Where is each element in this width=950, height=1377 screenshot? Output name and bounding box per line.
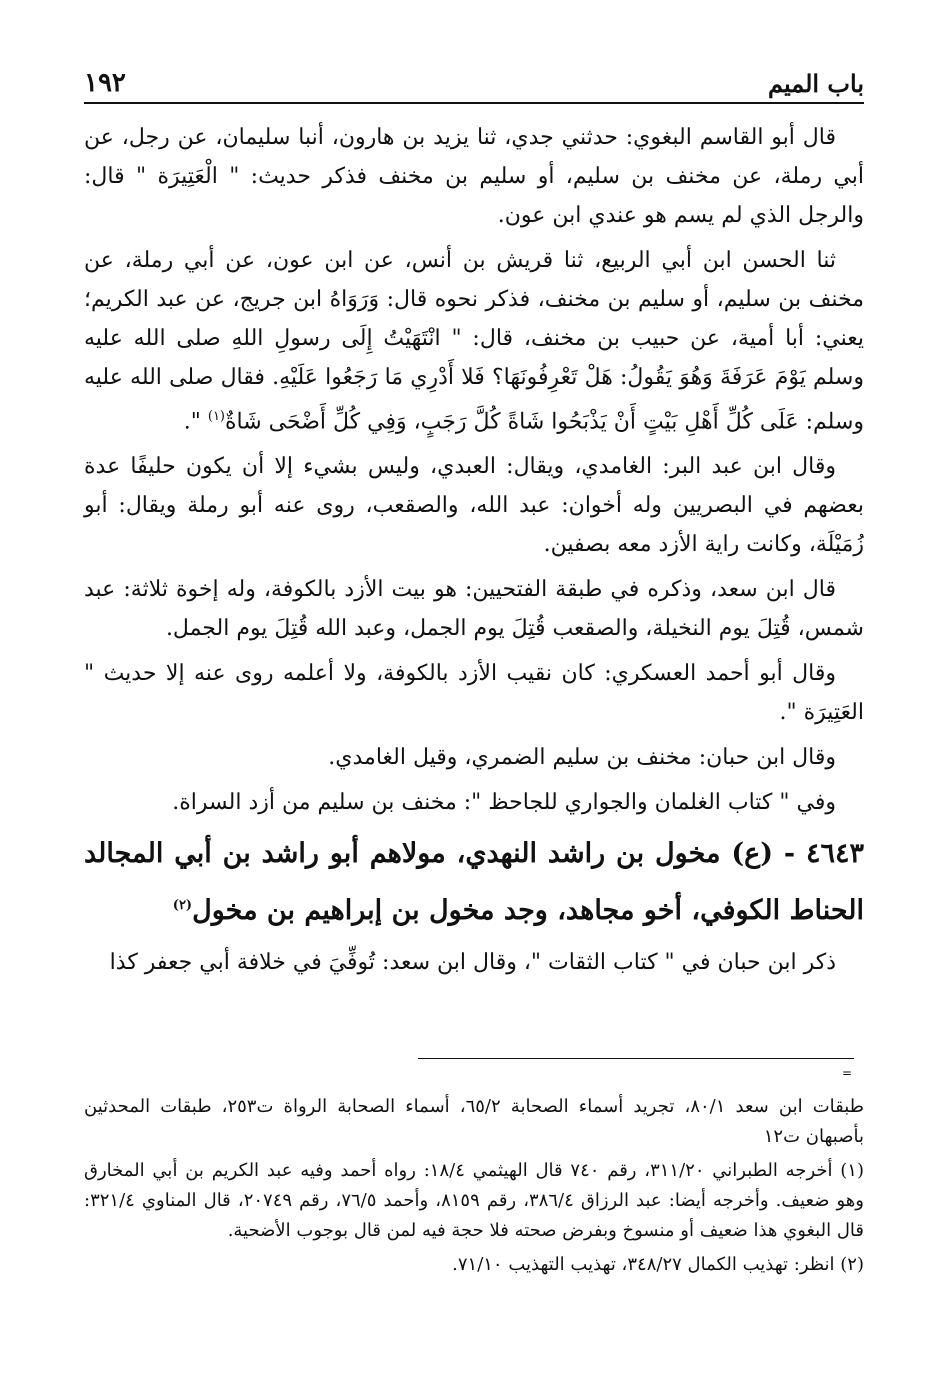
entry-heading — [84, 828, 864, 937]
paragraph-jahiz: وفي " كتاب الغلمان والجواري للجاحظ ": مخنف بن سليم من أزد السراة. — [172, 790, 836, 816]
entry-title: ٤٦٤٣ - (ع) مخول بن راشد النهدي، مولاهم أبو راشد بن أبي المجالد الحناط الكوفي، أخو مجاهد، وجد مخول بن إبراهيم بن مخول — [84, 838, 864, 927]
paragraph-askari: وقال أبو أحمد العسكري: كان نقيب الأزد بالكوفة، ولا أعلمه روى عنه إلا حديث " العَتِيرَة ". — [84, 661, 864, 726]
footnotes — [84, 1092, 864, 1284]
paragraph-hadith — [84, 241, 864, 441]
paragraph-ibn-hibban: وقال ابن حبان: مخنف بن سليم الضمري، وقيل الغامدي. — [328, 745, 836, 771]
main-text — [84, 118, 864, 988]
footnote-1: (١) أخرجه الطبراني ٣١١/٢٠، رقم ٧٤٠ قال الهيثمي ١٨/٤: رواه أحمد وفيه عبد الكريم بن أبي المخارق وهو ضعيف. وأخرجه أيضا: عبد الرزاق ٣٨٦/٤، رقم ٨١٥٩، وأحمد ٧٦/٥، رقم ٢٠٧٤٩، قال المناوي ٣٢١/٤: قال البغوي هذا ضعيف أو منسوخ وبفرض صحته فلا حجة فيه لمن قال بوجوب الأضحية. — [84, 1160, 864, 1241]
chapter-title: باب الميم — [767, 69, 864, 98]
page-header — [84, 66, 864, 104]
footnote-continued: طبقات ابن سعد ٨٠/١، تجريد أسماء الصحابة ٦٥/٢، أسماء الصحابة الرواة ت٢٥٣، طبقات المحدثين بأصبهان ت١٢ — [84, 1096, 864, 1147]
paragraph-ibn-saad: قال ابن سعد، وذكره في طبقة الفتحيين: هو بيت الأزد بالكوفة، وله إخوة ثلاثة: عبد شمس، قُتِلَ يوم النخيلة، والصقعب قُتِلَ يوم الجمل، وعبد الله قُتِلَ يوم الجمل. — [84, 577, 864, 642]
footnote-ref-2[interactable]: (٢) — [172, 898, 193, 914]
page-number: ١٩٢ — [84, 68, 126, 98]
footnote-ref-1[interactable]: (١) — [207, 409, 225, 424]
paragraph-baghawi: قال أبو القاسم البغوي: حدثني جدي، ثنا يزيد بن هارون، أنبا سليمان، عن رجل، عن أبي رملة، عن مخنف بن سليم، أو سليم بن مخنف فذكر حديث: " الْعَتِيرَة " قال: والرجل الذي لم يسم هو عندي ابن عون. — [84, 125, 864, 228]
hadith-text: ثنا الحسن ابن أبي الربيع، ثنا قريش بن أنس، عن ابن عون، عن أبي رملة، عن مخنف بن سليم، أو سليم بن مخنف، فذكر نحوه قال: وَرَوَاهُ ابن جريج، عن عبد الكريم؛ يعني: أبا أمية، عن حبيب بن مخنف، قال: " انْتَهَيْتُ إِلَى رسولِ اللهِ صلى الله عليه وسلم يَوْمَ عَرَفَةَ وَهُوَ يَقُولُ: هَلْ تَعْرِفُونَهَا؟ فَلا أَدْرِي مَا رَجَعُوا عَلَيْهِ. فقال صلى الله عليه وسلم: عَلَى كُلِّ أَهْلِ بَيْتٍ أَنْ يَذْبَحُوا شَاةً كُلَّ رَجَبٍ، وَفِي كُلِّ أَضْحَى شَاةٌ — [84, 248, 864, 435]
paragraph-ibn-hibban-thiqat: ذكر ابن حبان في " كتاب الثقات "، وقال ابن سعد: تُوفِّيَ في خلافة أبي جعفر كذا — [109, 950, 836, 976]
footnote-2: (٢) انظر: تهذيب الكمال ٣٤٨/٢٧، تهذيب التهذيب ٧١/١٠. — [452, 1254, 864, 1275]
hadith-close: ". — [183, 409, 201, 435]
footnote-separator — [418, 1058, 854, 1059]
footnote-continuation-mark: = — [842, 1066, 853, 1080]
paragraph-ibn-abd-al-barr: وقال ابن عبد البر: الغامدي، ويقال: العبدي، وليس بشيء إلا أن يكون حليفًا عدة بعضهم في البصريين وله أخوان: عبد الله، والصقعب، روى عنه أبو رملة ويقال: أبو زُمَيْلَة، وكانت راية الأزد معه بصفين. — [84, 454, 864, 558]
